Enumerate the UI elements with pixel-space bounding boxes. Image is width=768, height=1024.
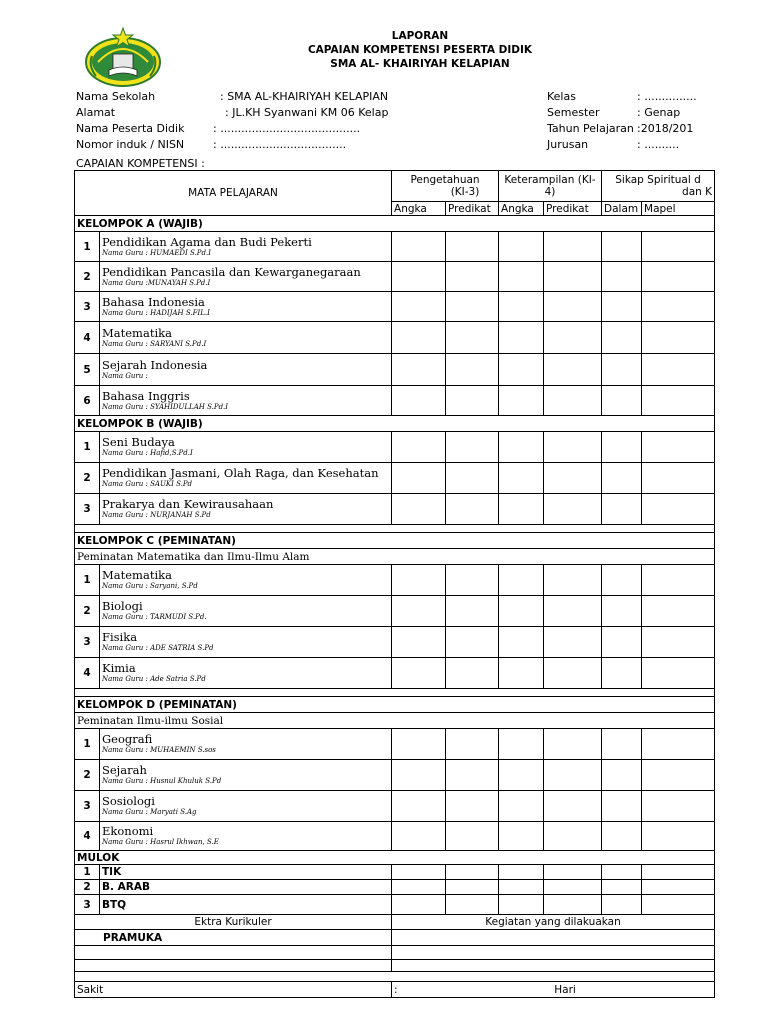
row-number: 4	[75, 822, 100, 851]
score-cell[interactable]	[499, 322, 544, 354]
subject-cell	[100, 232, 392, 262]
score-cell[interactable]	[544, 596, 602, 627]
kegiatan-cell[interactable]	[392, 930, 715, 946]
predikat-header: Predikat	[544, 202, 602, 216]
score-cell[interactable]	[446, 880, 499, 895]
subject-name: Geografi	[102, 732, 153, 746]
class-label: Kelas	[547, 90, 576, 103]
predikat-header: Predikat	[446, 202, 499, 216]
table-row	[75, 880, 715, 895]
teacher-name: Nama Guru : SARYANI S.Pd.I	[102, 339, 207, 348]
table-row	[75, 596, 715, 627]
score-cell[interactable]	[602, 463, 642, 494]
row-number: 6	[75, 386, 100, 416]
teacher-name: Nama Guru :	[102, 371, 148, 380]
sikap-header-line1: Sikap Spiritual d	[615, 174, 701, 186]
angka-header: Angka	[392, 202, 446, 216]
table-row	[75, 658, 715, 689]
score-cell[interactable]	[392, 822, 446, 851]
score-cell[interactable]	[499, 463, 544, 494]
score-cell[interactable]	[642, 895, 715, 915]
score-cell[interactable]	[499, 262, 544, 292]
score-cell[interactable]	[392, 760, 446, 791]
sakit-label: Sakit	[75, 982, 392, 998]
teacher-name: Nama Guru : SAUKI S.Pd	[102, 480, 193, 488]
subject-cell	[100, 292, 392, 322]
table-row	[75, 262, 715, 292]
score-cell[interactable]	[446, 494, 499, 525]
score-cell[interactable]	[642, 865, 715, 880]
teacher-name: Nama Guru :MUNAYAH S.Pd.I	[102, 278, 211, 287]
kegiatan-cell[interactable]	[392, 946, 715, 960]
row-number: 1	[75, 432, 100, 463]
teacher-name: Nama Guru : MUHAEMIN S.sos	[102, 746, 216, 754]
score-cell[interactable]	[642, 627, 715, 658]
subject-cell	[100, 729, 392, 760]
score-cell[interactable]	[446, 354, 499, 386]
score-cell[interactable]	[446, 463, 499, 494]
score-cell[interactable]	[499, 895, 544, 915]
score-cell[interactable]	[642, 386, 715, 416]
row-number: 2	[75, 760, 100, 791]
table-row	[75, 865, 715, 880]
score-cell[interactable]	[602, 895, 642, 915]
score-cell[interactable]	[392, 232, 446, 262]
score-cell[interactable]	[499, 865, 544, 880]
score-cell[interactable]	[392, 565, 446, 596]
subject-name: Bahasa Inggris	[102, 388, 190, 403]
peminatan-mipa-label: Peminatan Matematika dan Ilmu-Ilmu Alam	[75, 549, 715, 565]
score-cell[interactable]	[544, 232, 602, 262]
score-cell[interactable]	[499, 565, 544, 596]
row-number: 2	[75, 262, 100, 292]
subject-name: Sejarah Indonesia	[102, 357, 208, 372]
score-cell[interactable]	[642, 822, 715, 851]
row-number: 3	[75, 791, 100, 822]
pengetahuan-header-line2: (KI-3)	[450, 186, 480, 198]
teacher-name: Nama Guru : TARMUDI S.Pd.	[102, 613, 207, 621]
score-cell[interactable]	[544, 627, 602, 658]
score-cell[interactable]	[446, 627, 499, 658]
score-cell[interactable]	[446, 432, 499, 463]
group-c-label: KELOMPOK C (PEMINATAN)	[75, 533, 715, 549]
table-row	[75, 432, 715, 463]
score-cell[interactable]	[602, 354, 642, 386]
score-cell[interactable]	[544, 791, 602, 822]
sikap-header	[602, 171, 715, 202]
subject-cell	[100, 262, 392, 292]
row-number: 2	[75, 880, 100, 895]
row-number: 3	[75, 895, 100, 915]
score-cell[interactable]	[544, 658, 602, 689]
score-cell[interactable]	[499, 292, 544, 322]
subject-name: Matematika	[102, 568, 172, 582]
score-cell[interactable]	[602, 596, 642, 627]
table-row	[75, 791, 715, 822]
score-cell[interactable]	[642, 760, 715, 791]
keterampilan-header	[499, 171, 602, 202]
score-cell[interactable]	[446, 760, 499, 791]
sikap-header-line2: dan K	[682, 186, 713, 198]
score-cell[interactable]	[392, 463, 446, 494]
score-cell[interactable]	[499, 494, 544, 525]
score-cell[interactable]	[499, 386, 544, 416]
mulok-name: BTQ	[100, 895, 392, 915]
row-number: 2	[75, 463, 100, 494]
subject-name: Pendidikan Jasmani, Olah Raga, dan Kesehatan	[102, 466, 379, 480]
subject-name: Pendidikan Pancasila dan Kewarganegaraan	[102, 264, 361, 279]
score-cell[interactable]	[642, 354, 715, 386]
mulok-name: B. ARAB	[100, 880, 392, 895]
teacher-name: Nama Guru : Saryani, S.Pd	[102, 582, 198, 590]
score-cell[interactable]	[544, 494, 602, 525]
section-title: CAPAIAN KOMPETENSI :	[76, 157, 205, 170]
subject-cell	[100, 463, 392, 494]
school-title: SMA AL- KHAIRIYAH KELAPIAN	[330, 58, 510, 70]
row-number: 4	[75, 658, 100, 689]
subject-name: Matematika	[102, 325, 172, 340]
score-cell[interactable]	[446, 822, 499, 851]
score-cell[interactable]	[602, 262, 642, 292]
address-label: Alamat	[76, 106, 116, 119]
competency-table	[74, 170, 715, 998]
score-cell[interactable]	[392, 895, 446, 915]
score-cell[interactable]	[446, 386, 499, 416]
student-name-value: : ........................................	[213, 122, 361, 135]
score-cell[interactable]	[392, 432, 446, 463]
teacher-name: Nama Guru : Hafid,S.Pd.I	[102, 449, 193, 457]
table-row	[75, 322, 715, 354]
score-cell[interactable]	[602, 880, 642, 895]
score-cell[interactable]	[446, 262, 499, 292]
table-row	[75, 729, 715, 760]
score-cell[interactable]	[544, 292, 602, 322]
row-number: 4	[75, 322, 100, 354]
student-name-label: Nama Peserta Didik	[76, 122, 185, 135]
row-number: 1	[75, 565, 100, 596]
table-row	[75, 232, 715, 262]
kegiatan-cell[interactable]	[392, 960, 715, 972]
score-cell[interactable]	[446, 791, 499, 822]
score-cell[interactable]	[392, 292, 446, 322]
subject-cell	[100, 596, 392, 627]
score-cell[interactable]	[446, 895, 499, 915]
row-number: 2	[75, 596, 100, 627]
teacher-name: Nama Guru : HUMAEDI S.Pd.I	[102, 248, 211, 257]
score-cell[interactable]	[602, 822, 642, 851]
score-cell[interactable]	[544, 865, 602, 880]
score-cell[interactable]	[392, 354, 446, 386]
score-cell[interactable]	[392, 791, 446, 822]
score-cell[interactable]	[392, 386, 446, 416]
score-cell[interactable]	[642, 232, 715, 262]
pengetahuan-header-line1: Pengetahuan	[410, 174, 480, 186]
mapel-header: Mapel	[642, 202, 715, 216]
score-cell[interactable]	[642, 729, 715, 760]
teacher-name: Nama Guru : ADE SATRIA S.Pd	[102, 644, 214, 652]
score-cell[interactable]	[544, 729, 602, 760]
subject-cell	[100, 627, 392, 658]
score-cell[interactable]	[499, 596, 544, 627]
score-cell[interactable]	[544, 880, 602, 895]
score-cell[interactable]	[642, 565, 715, 596]
subject-cell	[100, 322, 392, 354]
sakit-value-cell[interactable]	[392, 982, 715, 998]
group-d-label: KELOMPOK D (PEMINATAN)	[75, 697, 715, 713]
score-cell[interactable]	[642, 494, 715, 525]
row-number: 3	[75, 494, 100, 525]
score-cell[interactable]	[392, 262, 446, 292]
score-cell[interactable]	[602, 791, 642, 822]
subject-cell	[100, 658, 392, 689]
table-row	[75, 822, 715, 851]
table-row	[75, 494, 715, 525]
score-cell[interactable]	[392, 494, 446, 525]
nisn-label: Nomor induk / NISN	[76, 138, 185, 151]
score-cell[interactable]	[499, 432, 544, 463]
score-cell[interactable]	[602, 729, 642, 760]
teacher-name: Nama Guru : Maryati S.Ag	[102, 808, 197, 816]
score-cell[interactable]	[602, 658, 642, 689]
subject-cell	[100, 760, 392, 791]
score-cell[interactable]	[602, 760, 642, 791]
score-cell[interactable]	[642, 880, 715, 895]
subject-cell	[100, 565, 392, 596]
spacer-row	[75, 972, 715, 982]
score-cell[interactable]	[642, 292, 715, 322]
score-cell[interactable]	[392, 322, 446, 354]
table-row	[75, 627, 715, 658]
semester-value: : Genap	[637, 106, 681, 119]
score-cell[interactable]	[602, 386, 642, 416]
score-cell[interactable]	[446, 596, 499, 627]
school-value: : SMA AL-KHAIRIYAH KELAPIAN	[220, 90, 389, 103]
score-cell[interactable]	[642, 791, 715, 822]
subject-name: Fisika	[102, 630, 138, 644]
major-label: Jurusan	[547, 138, 589, 151]
score-cell[interactable]	[602, 292, 642, 322]
subject-cell	[100, 791, 392, 822]
dalam-header: Dalam	[602, 202, 642, 216]
pengetahuan-header	[392, 171, 499, 202]
teacher-name: Nama Guru : Husnul Khuluk S.Pd	[102, 777, 222, 785]
subject-name: Kimia	[102, 661, 136, 675]
teacher-name: Nama Guru : Ade Satria S.Pd	[102, 675, 206, 683]
subject-cell	[100, 494, 392, 525]
subject-cell	[100, 822, 392, 851]
teacher-name: Nama Guru : Hasrul Ikhwan, S.E	[102, 838, 219, 846]
subject-name: Sosiologi	[102, 794, 155, 808]
teacher-name: Nama Guru : HADIJAH S.FIL.I	[102, 308, 210, 317]
subject-cell	[100, 354, 392, 386]
score-cell[interactable]	[602, 865, 642, 880]
score-cell[interactable]	[499, 791, 544, 822]
score-cell[interactable]	[602, 232, 642, 262]
report-subtitle: CAPAIAN KOMPETENSI PESERTA DIDIK	[307, 44, 533, 56]
row-number: 5	[75, 354, 100, 386]
pramuka-cell: PRAMUKA	[75, 930, 392, 946]
score-cell[interactable]	[499, 627, 544, 658]
group-a-label: KELOMPOK A (WAJIB)	[75, 216, 715, 232]
score-cell[interactable]	[499, 729, 544, 760]
score-cell[interactable]	[446, 322, 499, 354]
score-cell[interactable]	[642, 262, 715, 292]
hari-label: Hari	[554, 983, 576, 996]
table-row	[75, 760, 715, 791]
score-cell[interactable]	[642, 658, 715, 689]
subject-cell	[100, 386, 392, 416]
score-cell[interactable]	[642, 463, 715, 494]
row-number: 3	[75, 292, 100, 322]
score-cell[interactable]	[544, 822, 602, 851]
row-number: 1	[75, 729, 100, 760]
table-row	[75, 463, 715, 494]
subject-name: Bahasa Indonesia	[102, 294, 205, 309]
score-cell[interactable]	[544, 386, 602, 416]
keterampilan-header-line1: Keterampilan (KI-	[504, 174, 596, 186]
row-number: 1	[75, 232, 100, 262]
nisn-value: : ....................................	[213, 138, 347, 151]
score-cell[interactable]	[499, 822, 544, 851]
score-cell[interactable]	[642, 596, 715, 627]
score-cell[interactable]	[544, 354, 602, 386]
table-row	[75, 354, 715, 386]
spacer-row	[75, 689, 715, 697]
score-cell[interactable]	[602, 432, 642, 463]
angka-header: Angka	[499, 202, 544, 216]
score-cell[interactable]	[602, 322, 642, 354]
ekstra-cell[interactable]	[75, 946, 392, 960]
score-cell[interactable]	[602, 494, 642, 525]
subject-name: Ekonomi	[102, 824, 154, 838]
peminatan-ips-label: Peminatan Ilmu-ilmu Sosial	[75, 713, 715, 729]
score-cell[interactable]	[642, 432, 715, 463]
subject-cell	[100, 432, 392, 463]
score-cell[interactable]	[446, 865, 499, 880]
ekstra-header: Ektra Kurikuler	[75, 915, 392, 930]
score-cell[interactable]	[544, 760, 602, 791]
score-cell[interactable]	[602, 627, 642, 658]
score-cell[interactable]	[544, 463, 602, 494]
report-title: LAPORAN	[391, 30, 449, 42]
semester-label: Semester	[547, 106, 600, 119]
subject-name: Pendidikan Agama dan Budi Pekerti	[102, 234, 312, 249]
subject-name: Seni Budaya	[102, 435, 175, 449]
score-cell[interactable]	[392, 880, 446, 895]
school-logo	[84, 26, 162, 90]
table-row	[75, 386, 715, 416]
subject-name: Sejarah	[102, 763, 147, 777]
score-cell[interactable]	[544, 432, 602, 463]
sakit-colon: :	[394, 983, 398, 996]
year-label: Tahun Pelajaran	[547, 122, 634, 135]
school-label: Nama Sekolah	[76, 90, 156, 103]
score-cell[interactable]	[446, 658, 499, 689]
spacer-row	[75, 525, 715, 533]
table-row	[75, 895, 715, 915]
row-number: 1	[75, 865, 100, 880]
group-b-label: KELOMPOK B (WAJIB)	[75, 416, 715, 432]
ekstra-cell[interactable]	[75, 960, 392, 972]
teacher-name: Nama Guru : NURJANAH S.Pd	[102, 511, 211, 519]
keterampilan-header-line2: 4)	[544, 186, 556, 198]
mulok-name: TIK	[100, 865, 392, 880]
score-cell[interactable]	[392, 627, 446, 658]
row-number: 3	[75, 627, 100, 658]
year-value: :2018/201	[637, 122, 694, 135]
score-cell[interactable]	[602, 565, 642, 596]
score-cell[interactable]	[642, 322, 715, 354]
score-cell[interactable]	[499, 658, 544, 689]
score-cell[interactable]	[392, 865, 446, 880]
score-cell[interactable]	[392, 729, 446, 760]
major-value: : ..........	[637, 138, 680, 151]
score-cell[interactable]	[446, 565, 499, 596]
score-cell[interactable]	[544, 895, 602, 915]
score-cell[interactable]	[392, 658, 446, 689]
score-cell[interactable]	[446, 292, 499, 322]
kegiatan-header: Kegiatan yang dilakuakan	[392, 915, 715, 930]
score-cell[interactable]	[499, 232, 544, 262]
score-cell[interactable]	[446, 729, 499, 760]
score-cell[interactable]	[392, 596, 446, 627]
score-cell[interactable]	[544, 565, 602, 596]
address-value: : JL.KH Syanwani KM 06 Kelap	[225, 106, 389, 119]
mulok-label: MULOK	[75, 851, 715, 865]
teacher-name: Nama Guru : SYAHIDULLAH S.Pd.I	[102, 402, 229, 411]
class-value: : ...............	[637, 90, 697, 103]
mata-pelajaran-header: MATA PELAJARAN	[75, 171, 392, 216]
score-cell[interactable]	[499, 760, 544, 791]
table-row	[75, 565, 715, 596]
score-cell[interactable]	[499, 354, 544, 386]
table-row	[75, 292, 715, 322]
score-cell[interactable]	[499, 880, 544, 895]
score-cell[interactable]	[544, 262, 602, 292]
score-cell[interactable]	[544, 322, 602, 354]
subject-name: Biologi	[102, 599, 143, 613]
subject-name: Prakarya dan Kewirausahaan	[102, 497, 274, 511]
score-cell[interactable]	[446, 232, 499, 262]
